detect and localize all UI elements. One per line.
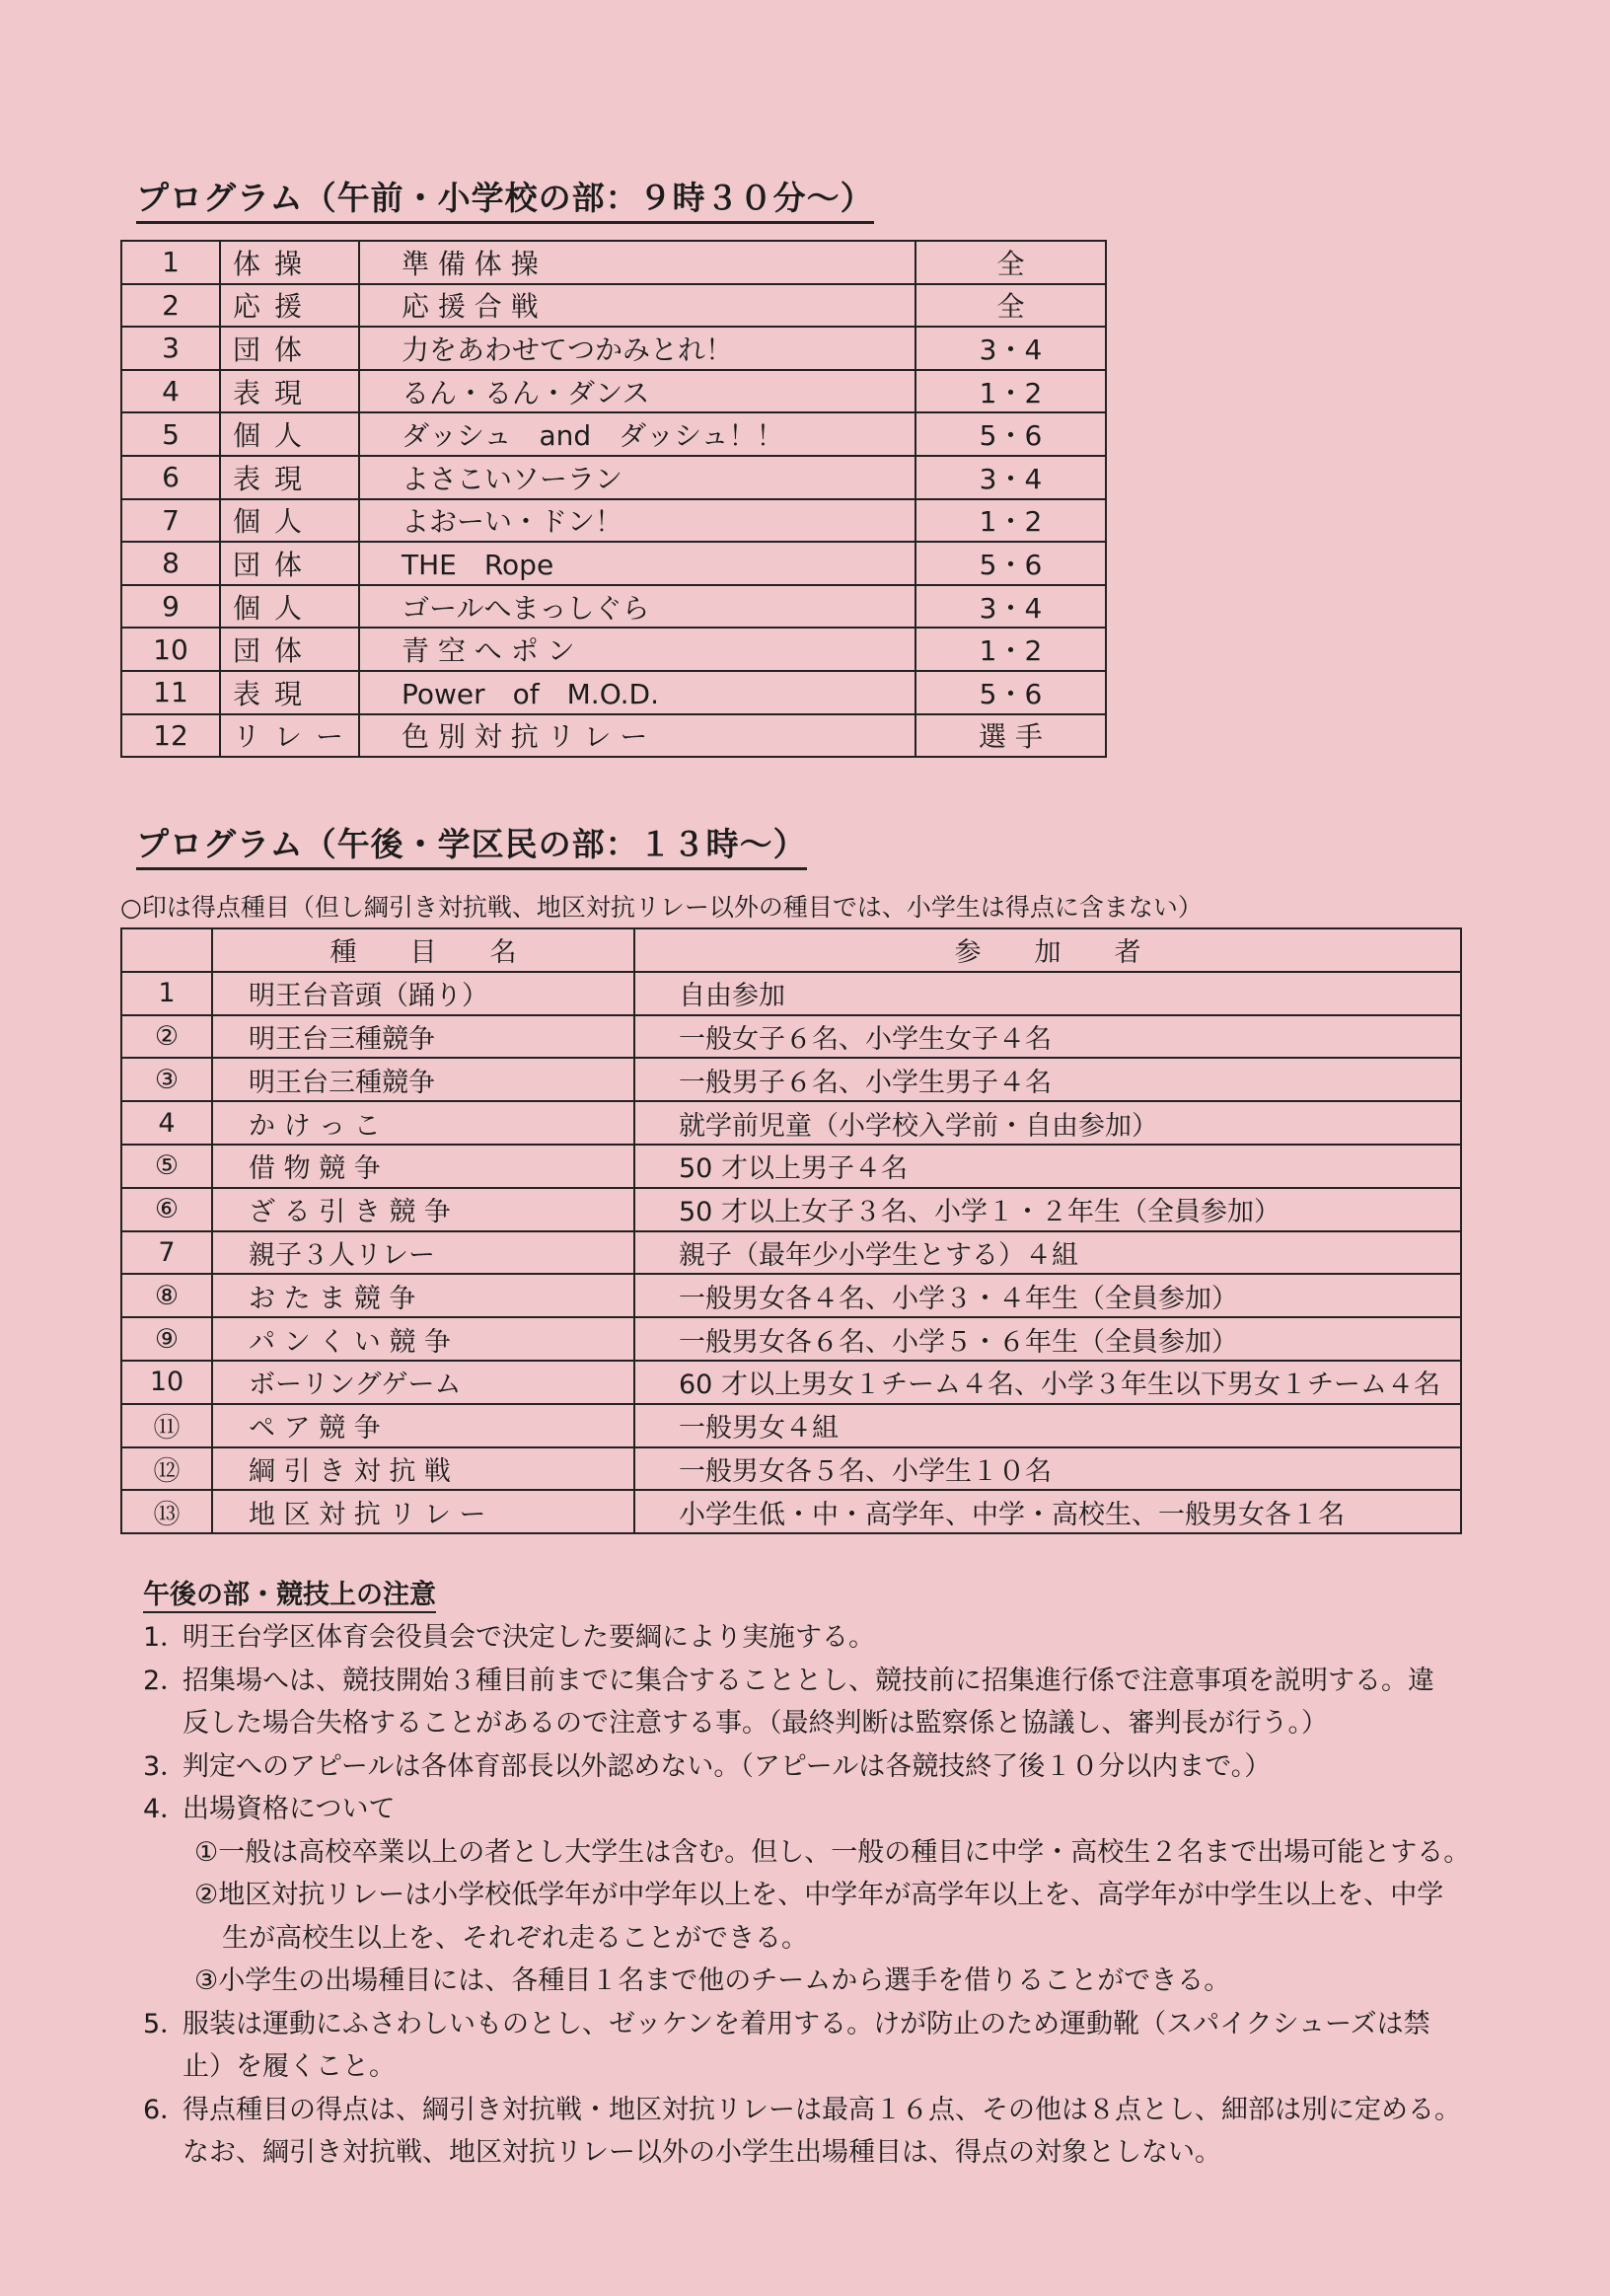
event-number: 10 [121, 1361, 212, 1404]
table-row [121, 327, 1106, 370]
event-number: 7 [121, 1231, 212, 1275]
program-event-name: るん・るん・ダンス [359, 370, 915, 413]
program-grade: 1・2 [915, 499, 1106, 543]
event-participants: 50 才以上男子４名 [634, 1145, 1461, 1188]
program-category: 体操 [220, 241, 359, 284]
event-participants: 一般男女各４名、小学３・４年生（全員参加） [634, 1274, 1461, 1317]
program-grade: 3・4 [915, 327, 1106, 370]
program-category: 個人 [220, 412, 359, 456]
note-item: 6．得点種目の得点は、綱引き対抗戦・地区対抗リレーは最高１６点、その他は８点とし、細部は別に定める。 [143, 2094, 1461, 2125]
note-item-continued: 反した場合失格することがあるので注意する事。（最終判断は監察係と協議し、審判長が行う。） [183, 1708, 1328, 1739]
note-item: 3．判定へのアピールは各体育部長以外認めない。（アピールは各競技終了後１０分以内まで。） [143, 1750, 1272, 1782]
event-number: ⑨ [121, 1317, 212, 1361]
notes-list [143, 1616, 1471, 2175]
table-row [121, 412, 1106, 456]
program-event-name: 準 備 体 操 [359, 241, 915, 284]
event-name: ボーリングゲーム [212, 1361, 634, 1404]
event-name: ざ る 引 き 競 争 [212, 1188, 634, 1231]
afternoon-program-table [120, 927, 1462, 1534]
note-item: 5．服装は運動にふさわしいものとし、ゼッケンを着用する。けが防止のため運動靴（スパイクシューズは禁 [143, 2008, 1430, 2039]
event-number: ⑪ [121, 1404, 212, 1447]
event-participants: 就学前児童（小学校入学前・自由参加） [634, 1101, 1461, 1145]
note-subitem-continued: 生が高校生以上を、それぞれ走ることができる。 [222, 1922, 808, 1954]
scoring-note: ○印は得点種目（但し綱引き対抗戦、地区対抗リレー以外の種目では、小学生は得点に含まない） [120, 893, 1203, 922]
event-name: 綱 引 き 対 抗 戦 [212, 1447, 634, 1491]
event-participants: 一般女子６名、小学生女子４名 [634, 1015, 1461, 1059]
program-grade: 3・4 [915, 456, 1106, 499]
note-subitem: ①一般は高校卒業以上の者とし大学生は含む。但し、一般の種目に中学・高校生２名まで出場可能とする。 [194, 1836, 1471, 1868]
table-row [121, 241, 1106, 284]
note-item-continued: なお、綱引き対抗戦、地区対抗リレー以外の小学生出場種目は、得点の対象としない。 [183, 2137, 1221, 2168]
event-number: ⑫ [121, 1447, 212, 1491]
program-number: 3 [121, 327, 220, 370]
program-number: 5 [121, 412, 220, 456]
table-row [121, 972, 1461, 1015]
event-name: か け っ こ [212, 1101, 634, 1145]
program-category: 個人 [220, 499, 359, 543]
header-event: 種 目 名 [212, 928, 634, 972]
program-grade: 5・6 [915, 671, 1106, 714]
program-category: 表現 [220, 370, 359, 413]
event-name: 親子３人リレー [212, 1231, 634, 1275]
note-item: 1．明王台学区体育会役員会で決定した要綱により実施する。 [143, 1622, 875, 1653]
table-row [121, 1404, 1461, 1447]
event-name: 明王台音頭（踊り） [212, 972, 634, 1015]
event-participants: 60 才以上男女１チーム４名、小学３年生以下男女１チーム４名 [634, 1361, 1461, 1404]
program-number: 4 [121, 370, 220, 413]
program-number: 10 [121, 628, 220, 671]
program-number: 12 [121, 714, 220, 758]
table-row [121, 1231, 1461, 1275]
table-row [121, 1058, 1461, 1101]
note-subitem: ③小学生の出場種目には、各種目１名まで他のチームから選手を借りることができる。 [194, 1965, 1231, 1996]
event-name: お た ま 競 争 [212, 1274, 634, 1317]
event-name: 明王台三種競争 [212, 1015, 634, 1059]
event-name: 明王台三種競争 [212, 1058, 634, 1101]
program-grade: 全 [915, 284, 1106, 328]
event-number: ⑥ [121, 1188, 212, 1231]
program-category: 表現 [220, 456, 359, 499]
morning-program-table [120, 240, 1107, 758]
table-row [121, 1361, 1461, 1404]
program-event-name: 色 別 対 抗 リ レ ー [359, 714, 915, 758]
program-event-name: THE Rope [359, 542, 915, 585]
event-number: ③ [121, 1058, 212, 1101]
program-grade: 選 手 [915, 714, 1106, 758]
program-number: 9 [121, 585, 220, 629]
program-category: リレー [220, 714, 359, 758]
table-row [121, 456, 1106, 499]
event-participants: 一般男女各６名、小学５・６年生（全員参加） [634, 1317, 1461, 1361]
program-event-name: ゴールへまっしぐら [359, 585, 915, 629]
event-number: ② [121, 1015, 212, 1059]
morning-program-title: プログラム（午前・小学校の部：９時３０分～） [136, 173, 874, 224]
event-participants: 一般男女４組 [634, 1404, 1461, 1447]
table-row [121, 370, 1106, 413]
program-grade: 3・4 [915, 585, 1106, 629]
table-row [121, 1015, 1461, 1059]
event-participants: 一般男子６名、小学生男子４名 [634, 1058, 1461, 1101]
program-category: 団体 [220, 327, 359, 370]
program-category: 応援 [220, 284, 359, 328]
program-number: 11 [121, 671, 220, 714]
program-grade: 1・2 [915, 370, 1106, 413]
table-header-row [121, 928, 1461, 972]
program-event-name: 力をあわせてつかみとれ！ [359, 327, 915, 370]
program-category: 表現 [220, 671, 359, 714]
event-number: ⑬ [121, 1490, 212, 1533]
program-event-name: よおーい・ドン！ [359, 499, 915, 543]
program-number: 7 [121, 499, 220, 543]
note-item-continued: 止）を履くこと。 [183, 2051, 396, 2082]
program-category: 個人 [220, 585, 359, 629]
event-name: パ ン く い 競 争 [212, 1317, 634, 1361]
event-participants: 一般男女各５名、小学生１０名 [634, 1447, 1461, 1491]
table-row [121, 1101, 1461, 1145]
event-name: 借 物 競 争 [212, 1145, 634, 1188]
table-row [121, 542, 1106, 585]
table-row [121, 1145, 1461, 1188]
table-row [121, 628, 1106, 671]
event-participants: 親子（最年少小学生とする）４組 [634, 1231, 1461, 1275]
program-number: 6 [121, 456, 220, 499]
table-row [121, 671, 1106, 714]
event-name: ペ ア 競 争 [212, 1404, 634, 1447]
event-name: 地 区 対 抗 リ レ ー [212, 1490, 634, 1533]
program-event-name: 応 援 合 戦 [359, 284, 915, 328]
note-item: 2．招集場へは、競技開始３種目前までに集合することとし、競技前に招集進行係で注意事項を説明する。違 [143, 1665, 1434, 1696]
program-event-name: ダッシュ and ダッシュ！！ [359, 412, 915, 456]
afternoon-program-title: プログラム（午後・学区民の部：１３時～） [136, 819, 807, 870]
program-number: 1 [121, 241, 220, 284]
program-grade: 5・6 [915, 542, 1106, 585]
table-row [121, 499, 1106, 543]
event-number: 1 [121, 972, 212, 1015]
program-grade: 全 [915, 241, 1106, 284]
header-participants: 参 加 者 [634, 928, 1461, 972]
event-number: ⑧ [121, 1274, 212, 1317]
table-row [121, 1447, 1461, 1491]
program-number: 2 [121, 284, 220, 328]
program-grade: 1・2 [915, 628, 1106, 671]
table-row [121, 585, 1106, 629]
note-item: 4．出場資格について [143, 1794, 396, 1824]
event-number: 4 [121, 1101, 212, 1145]
table-row [121, 714, 1106, 758]
program-number: 8 [121, 542, 220, 585]
program-event-name: Power of M.O.D. [359, 671, 915, 714]
program-category: 団体 [220, 542, 359, 585]
table-row [121, 284, 1106, 328]
program-grade: 5・6 [915, 412, 1106, 456]
header-number [121, 928, 212, 972]
table-row [121, 1490, 1461, 1533]
event-participants: 小学生低・中・高学年、中学・高校生、一般男女各１名 [634, 1490, 1461, 1533]
program-event-name: よさこいソーラン [359, 456, 915, 499]
program-event-name: 青 空 へ ポ ン [359, 628, 915, 671]
table-row [121, 1317, 1461, 1361]
event-participants: 自由参加 [634, 972, 1461, 1015]
table-row [121, 1188, 1461, 1231]
table-row [121, 1274, 1461, 1317]
notes-title: 午後の部・競技上の注意 [143, 1573, 436, 1613]
event-number: ⑤ [121, 1145, 212, 1188]
event-participants: 50 才以上女子３名、小学１・２年生（全員参加） [634, 1188, 1461, 1231]
program-category: 団体 [220, 628, 359, 671]
note-subitem: ②地区対抗リレーは小学校低学年が中学年以上を、中学年が高学年以上を、高学年が中学生以上を、中学 [194, 1880, 1444, 1910]
